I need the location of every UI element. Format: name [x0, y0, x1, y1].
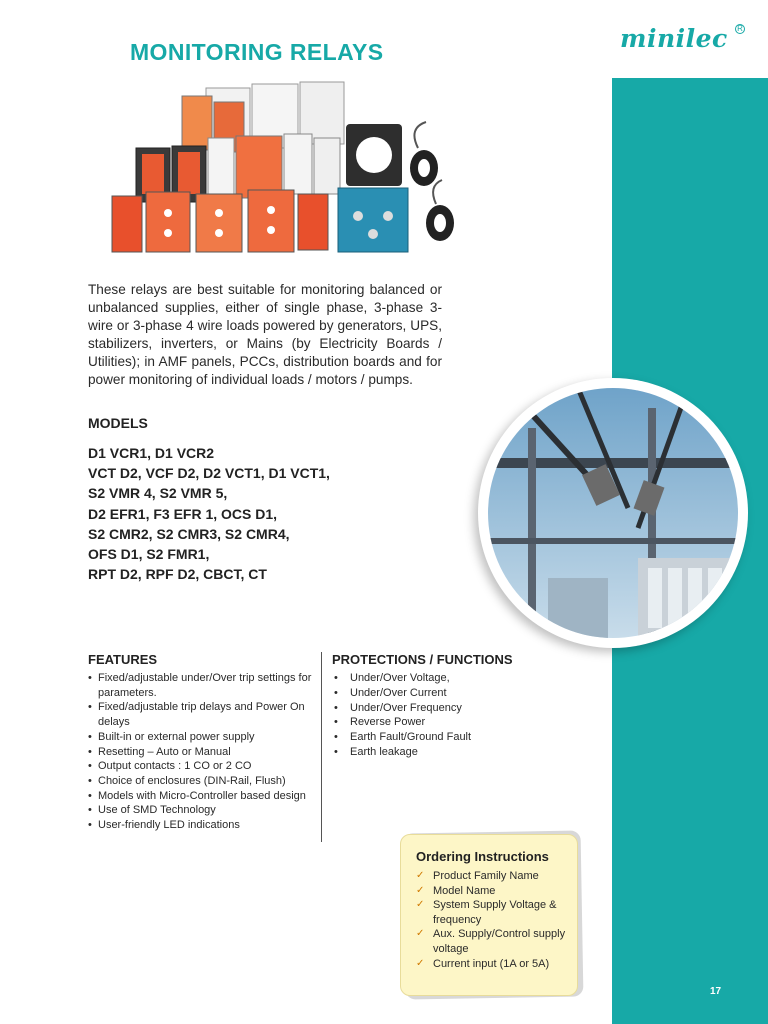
- intro-paragraph: These relays are best suitable for monitoring balanced or unbalanced supplies, either of single phase, 3-phase 3-wire or 3-phase 4 wire loads powered by generators, UPS, stabilizers, inverters, or Mains (by Electricity Boards / Utilities); in AMF panels, PCCs, distribution boards and for power monitoring of individual loads / motors / pumps.: [88, 282, 442, 387]
- relay-products-image: [106, 78, 462, 258]
- list-item: • Reverse Power: [334, 715, 471, 730]
- list-item: ✓ Product Family Name: [416, 869, 572, 884]
- list-item: • Earth leakage: [334, 745, 471, 760]
- list-item: • Built-in or external power supply: [88, 730, 316, 745]
- list-item: ✓ Model Name: [416, 884, 572, 899]
- substation-photo: [488, 388, 738, 638]
- ordering-list: [416, 869, 572, 971]
- features-heading: FEATURES: [88, 652, 158, 667]
- model-line: RPT D2, RPF D2, CBCT, CT: [88, 566, 267, 583]
- list-item: ✓ System Supply Voltage & frequency: [416, 898, 572, 927]
- list-item: • Output contacts : 1 CO or 2 CO: [88, 759, 316, 774]
- models-heading: MODELS: [88, 415, 148, 431]
- page-number: 17: [710, 986, 722, 997]
- model-line: S2 VMR 4, S2 VMR 5,: [88, 485, 228, 502]
- model-line: OFS D1, S2 FMR1,: [88, 546, 210, 563]
- list-item: • Fixed/adjustable under/Over trip settings for parameters.: [88, 671, 316, 700]
- list-item: • User-friendly LED indications: [88, 818, 316, 833]
- features-list: [88, 671, 316, 833]
- page-title: MONITORING RELAYS: [130, 39, 384, 65]
- list-item: • Earth Fault/Ground Fault: [334, 730, 471, 745]
- model-line: S2 CMR2, S2 CMR3, S2 CMR4,: [88, 525, 290, 542]
- list-item: ✓ Aux. Supply/Control supply voltage: [416, 927, 572, 956]
- protections-list: [334, 671, 471, 760]
- list-item: • Use of SMD Technology: [88, 803, 316, 818]
- list-item: • Models with Micro-Controller based design: [88, 789, 316, 804]
- list-item: ✓ Current input (1A or 5A): [416, 957, 572, 972]
- list-item: • Resetting – Auto or Manual: [88, 745, 316, 760]
- model-line: D1 VCR1, D1 VCR2: [88, 445, 215, 461]
- model-line: VCT D2, VCF D2, D2 VCT1, D1 VCT1,: [88, 465, 330, 482]
- models-list: [88, 443, 330, 584]
- list-item: • Under/Over Voltage,: [334, 671, 471, 686]
- list-item: • Under/Over Current: [334, 686, 471, 701]
- brand-logo: minilec: [620, 24, 728, 53]
- registered-mark-icon: R: [735, 24, 745, 34]
- ordering-heading: Ordering Instructions: [416, 849, 549, 864]
- protections-heading: PROTECTIONS / FUNCTIONS: [332, 652, 513, 667]
- column-divider: [321, 652, 322, 842]
- list-item: • Fixed/adjustable trip delays and Power On delays: [88, 700, 316, 729]
- list-item: • Under/Over Frequency: [334, 701, 471, 716]
- model-line: D2 EFR1, F3 EFR 1, OCS D1,: [88, 505, 278, 522]
- list-item: • Choice of enclosures (DIN-Rail, Flush): [88, 774, 316, 789]
